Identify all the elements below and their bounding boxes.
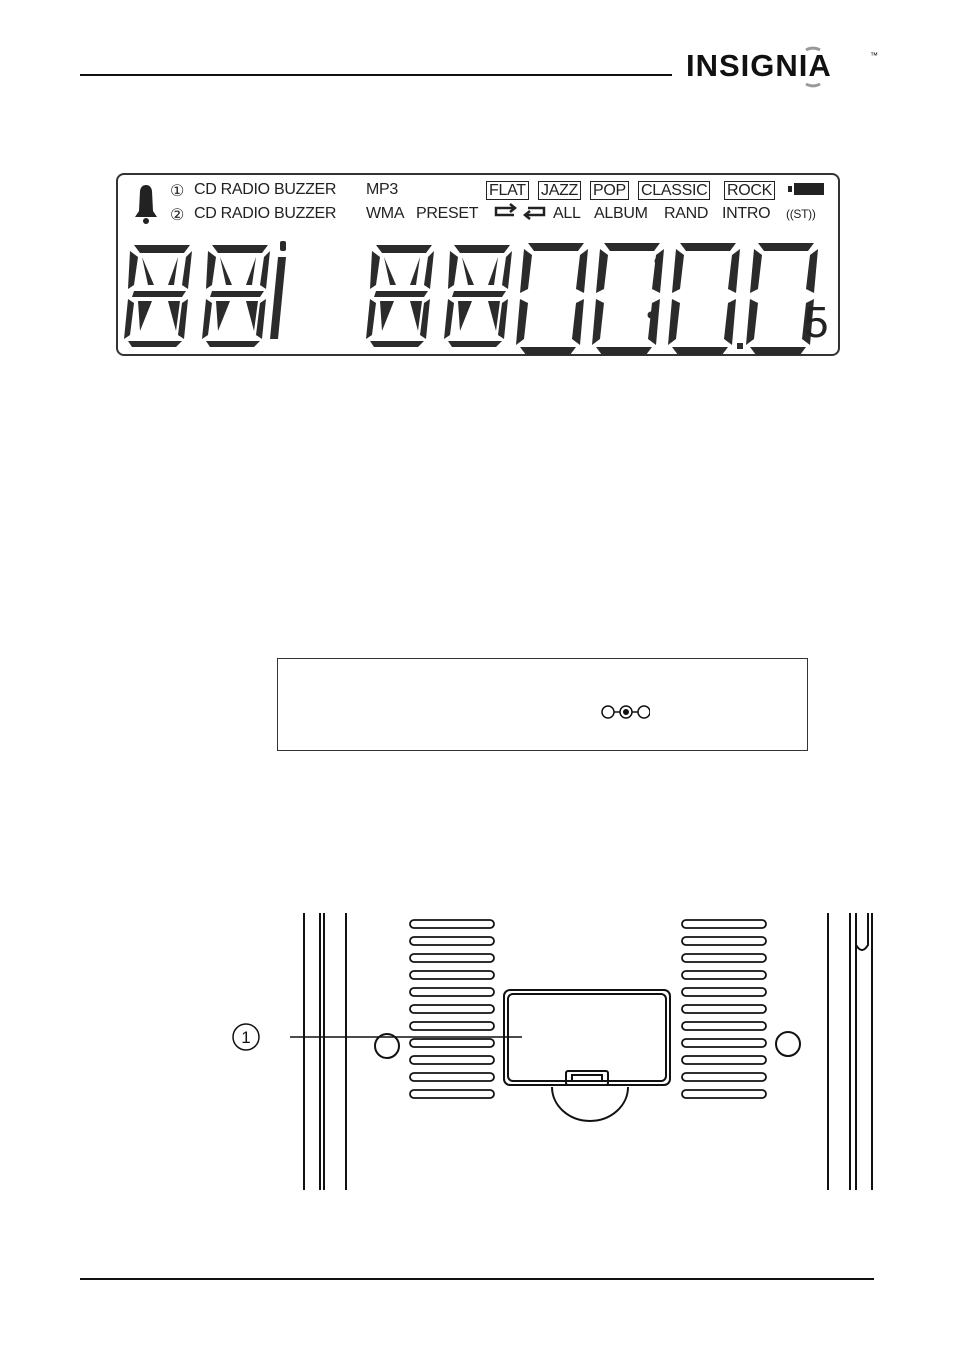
eq-rock: ROCK <box>724 181 775 200</box>
repeat-intro: INTRO <box>722 205 771 222</box>
alarm1-sources: CD RADIO BUZZER <box>194 181 337 198</box>
lcd-display <box>116 173 840 356</box>
eq-classic: CLASSIC <box>638 181 710 200</box>
alarm2-number: ② <box>170 207 185 224</box>
callout-1 <box>231 1022 261 1052</box>
header-rule <box>80 74 672 76</box>
footer-rule <box>80 1278 874 1280</box>
svg-text:1: 1 <box>241 1028 251 1047</box>
alarm1-format: MP3 <box>366 181 398 198</box>
seven-segment-digits <box>516 243 818 355</box>
preset-label: PRESET <box>416 205 479 222</box>
eq-jazz: JAZZ <box>538 181 581 200</box>
insignia-logo <box>684 44 884 88</box>
alarm2-format: WMA <box>366 205 405 222</box>
alphanumeric-digits <box>124 241 512 347</box>
device-back-diagram <box>290 905 890 1195</box>
repeat-rand: RAND <box>664 205 709 222</box>
repeat-album: ALBUM <box>594 205 648 222</box>
vent-slots-right <box>682 920 766 1098</box>
repeat-all: ALL <box>553 205 581 222</box>
eq-flat: FLAT <box>486 181 529 200</box>
bell-icon <box>135 185 157 224</box>
power-connector-box <box>277 658 808 751</box>
alarm2-sources: CD RADIO BUZZER <box>194 205 337 222</box>
vent-slots-left <box>410 920 494 1098</box>
eq-pop: POP <box>590 181 629 200</box>
dc-polarity-icon <box>600 700 650 724</box>
seconds-digit: 5 <box>804 298 829 347</box>
stereo-indicator: ((ST)) <box>786 207 816 221</box>
alarm1-number: ① <box>170 183 185 200</box>
svg-text:INSIGNIA: INSIGNIA <box>686 48 832 83</box>
svg-text:™: ™ <box>870 51 878 60</box>
